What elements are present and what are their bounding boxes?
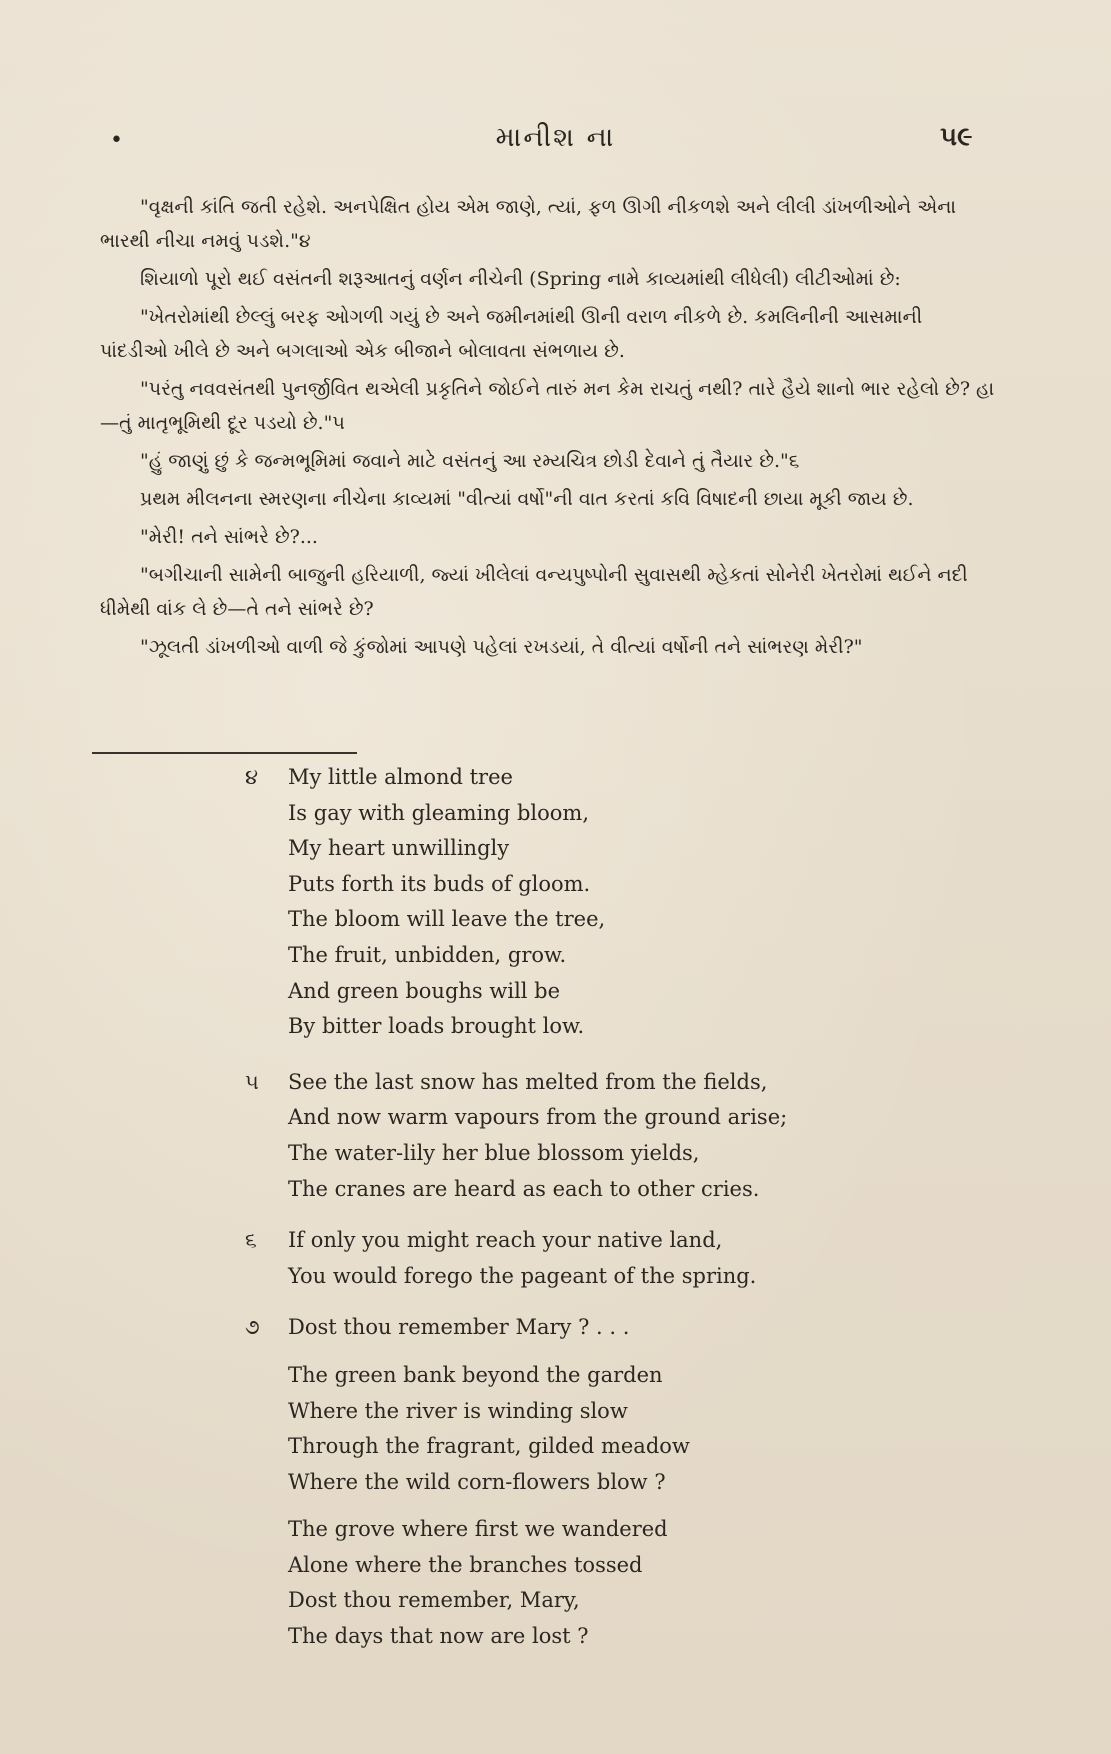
poem-line: The green bank beyond the garden: [288, 1362, 663, 1387]
poem-line: Where the wild corn-flowers blow ?: [288, 1469, 666, 1494]
poem-line: If only you might reach your native land,: [288, 1228, 723, 1253]
poem-line: My heart unwillingly: [288, 836, 510, 861]
footnote-4: [245, 760, 1005, 1045]
footnote-number: ૪: [245, 765, 259, 789]
footnote-7: [245, 1310, 1005, 1654]
paragraph: શિયાળો પૂરો થઈ વસંતની શરૂઆતનું વર્ણન નીચેની (Spring નામે કાવ્યમાંથી લીધેલી) લીટીઓમાં છે:: [140, 268, 901, 290]
poem-line: Where the river is winding slow: [288, 1398, 628, 1423]
poem-line: Alone where the branches tossed: [288, 1552, 643, 1577]
footnote-number: ૫: [245, 1069, 259, 1094]
poem-line: See the last snow has melted from the fields,: [288, 1069, 768, 1094]
footnote-divider: [92, 752, 357, 754]
poem-line: My little almond tree: [288, 765, 513, 789]
poem-line: And green boughs will be: [288, 978, 561, 1003]
paragraph: "ખેતરોમાંથી છેલ્લું બરફ ઓગળી ગયું છે અને જમીનમાંથી ઊની વરાળ નીકળે છે. કમલિનીની આસમાની પાંદડીઓ ખીલે છે અને બગલાઓ એક બીજાને બોલાવતા સંભળાય છે.: [100, 306, 923, 362]
paragraph: "હું જાણું છું કે જન્મભૂમિમાં જવાને માટે વસંતનું આ રમ્યચિત્ર છોડી દેવાને તું તૈયાર છે."૬: [140, 450, 800, 472]
stanza-gap: [245, 1500, 1005, 1512]
paragraph: "પરંતુ નવવસંતથી પુનર્જીવિત થએલી પ્રકૃતિને જોઈને તારું મન કેમ રાચતું નથી? તારે હૈયે શાનો ભાર રહેલો છે? હા—તું માતૃભૂમિથી દૂર પડયો છે."૫: [100, 378, 995, 434]
poem-line: Puts forth its buds of gloom.: [288, 871, 591, 896]
footnote-number: ૭: [245, 1315, 260, 1340]
poem-line: You would forego the pageant of the spring.: [288, 1263, 757, 1288]
poem-line: The bloom will leave the tree,: [288, 907, 606, 932]
poem-line: Is gay with gleaming bloom,: [288, 800, 589, 825]
poem-line: The grove where first we wandered: [288, 1517, 668, 1542]
poem-line: The cranes are heard as each to other cries.: [288, 1176, 760, 1201]
poem-line: The days that now are lost ?: [288, 1624, 589, 1649]
stanza-gap: [245, 1346, 1005, 1358]
footnote-number: ૬: [245, 1228, 257, 1253]
paragraph: "વૃક્ષની કાંતિ જતી રહેશે. અનપેક્ષિત હોય એમ જાણે, ત્યાં, ફળ ઊગી નીકળશે અને લીલી ડાંખળીઓને એના ભારથી નીચા નમવું પડશે."૪: [100, 196, 957, 252]
paragraph: "બગીચાની સામેની બાજુની હરિયાળી, જ્યાં ખીલેલાં વન્યપુષ્પોની સુવાસથી મ્હેકતાં સોનેરી ખેતરોમાં થઈને નદી ધીમેથી વાંક લે છે—તે તને સાંભરે છે?: [100, 564, 968, 620]
poem-line: Dost thou remember, Mary,: [288, 1588, 580, 1613]
paragraph: "ઝૂલતી ડાંખળીઓ વાળી જે કુંજોમાં આપણે પહેલાં રખડયાં, તે વીત્યાં વર્ષોની તને સાંભરણ મેરી?": [140, 636, 863, 658]
poem-line: And now warm vapours from the ground arise;: [288, 1105, 788, 1130]
printer-mark: •: [110, 128, 123, 153]
footnote-5: [245, 1065, 1005, 1207]
footnote-6: [245, 1223, 1005, 1294]
poem-line: By bitter loads brought low.: [288, 1014, 585, 1039]
poem-line: Through the fragrant, gilded meadow: [288, 1434, 690, 1459]
footnotes: [245, 760, 1005, 1655]
page-number: ૫૯: [940, 122, 973, 152]
poem-line: Dost thou remember Mary ? . . .: [288, 1315, 630, 1340]
paragraph: "મેરી! તને સાંભરે છે?...: [140, 526, 318, 548]
body-text: [100, 190, 995, 668]
poem-line: The water-lily her blue blossom yields,: [288, 1140, 700, 1165]
paragraph: પ્રથમ મીલનના સ્મરણના નીચેના કાવ્યમાં "વીત્યાં વર્ષો"ની વાત કરતાં કવિ વિષાદની છાયા મૂકી જાય છે.: [140, 488, 914, 510]
page-header: [0, 122, 1111, 162]
poem-line: The fruit, unbidden, grow.: [288, 942, 567, 967]
running-title: માનીશ ના: [495, 122, 616, 153]
